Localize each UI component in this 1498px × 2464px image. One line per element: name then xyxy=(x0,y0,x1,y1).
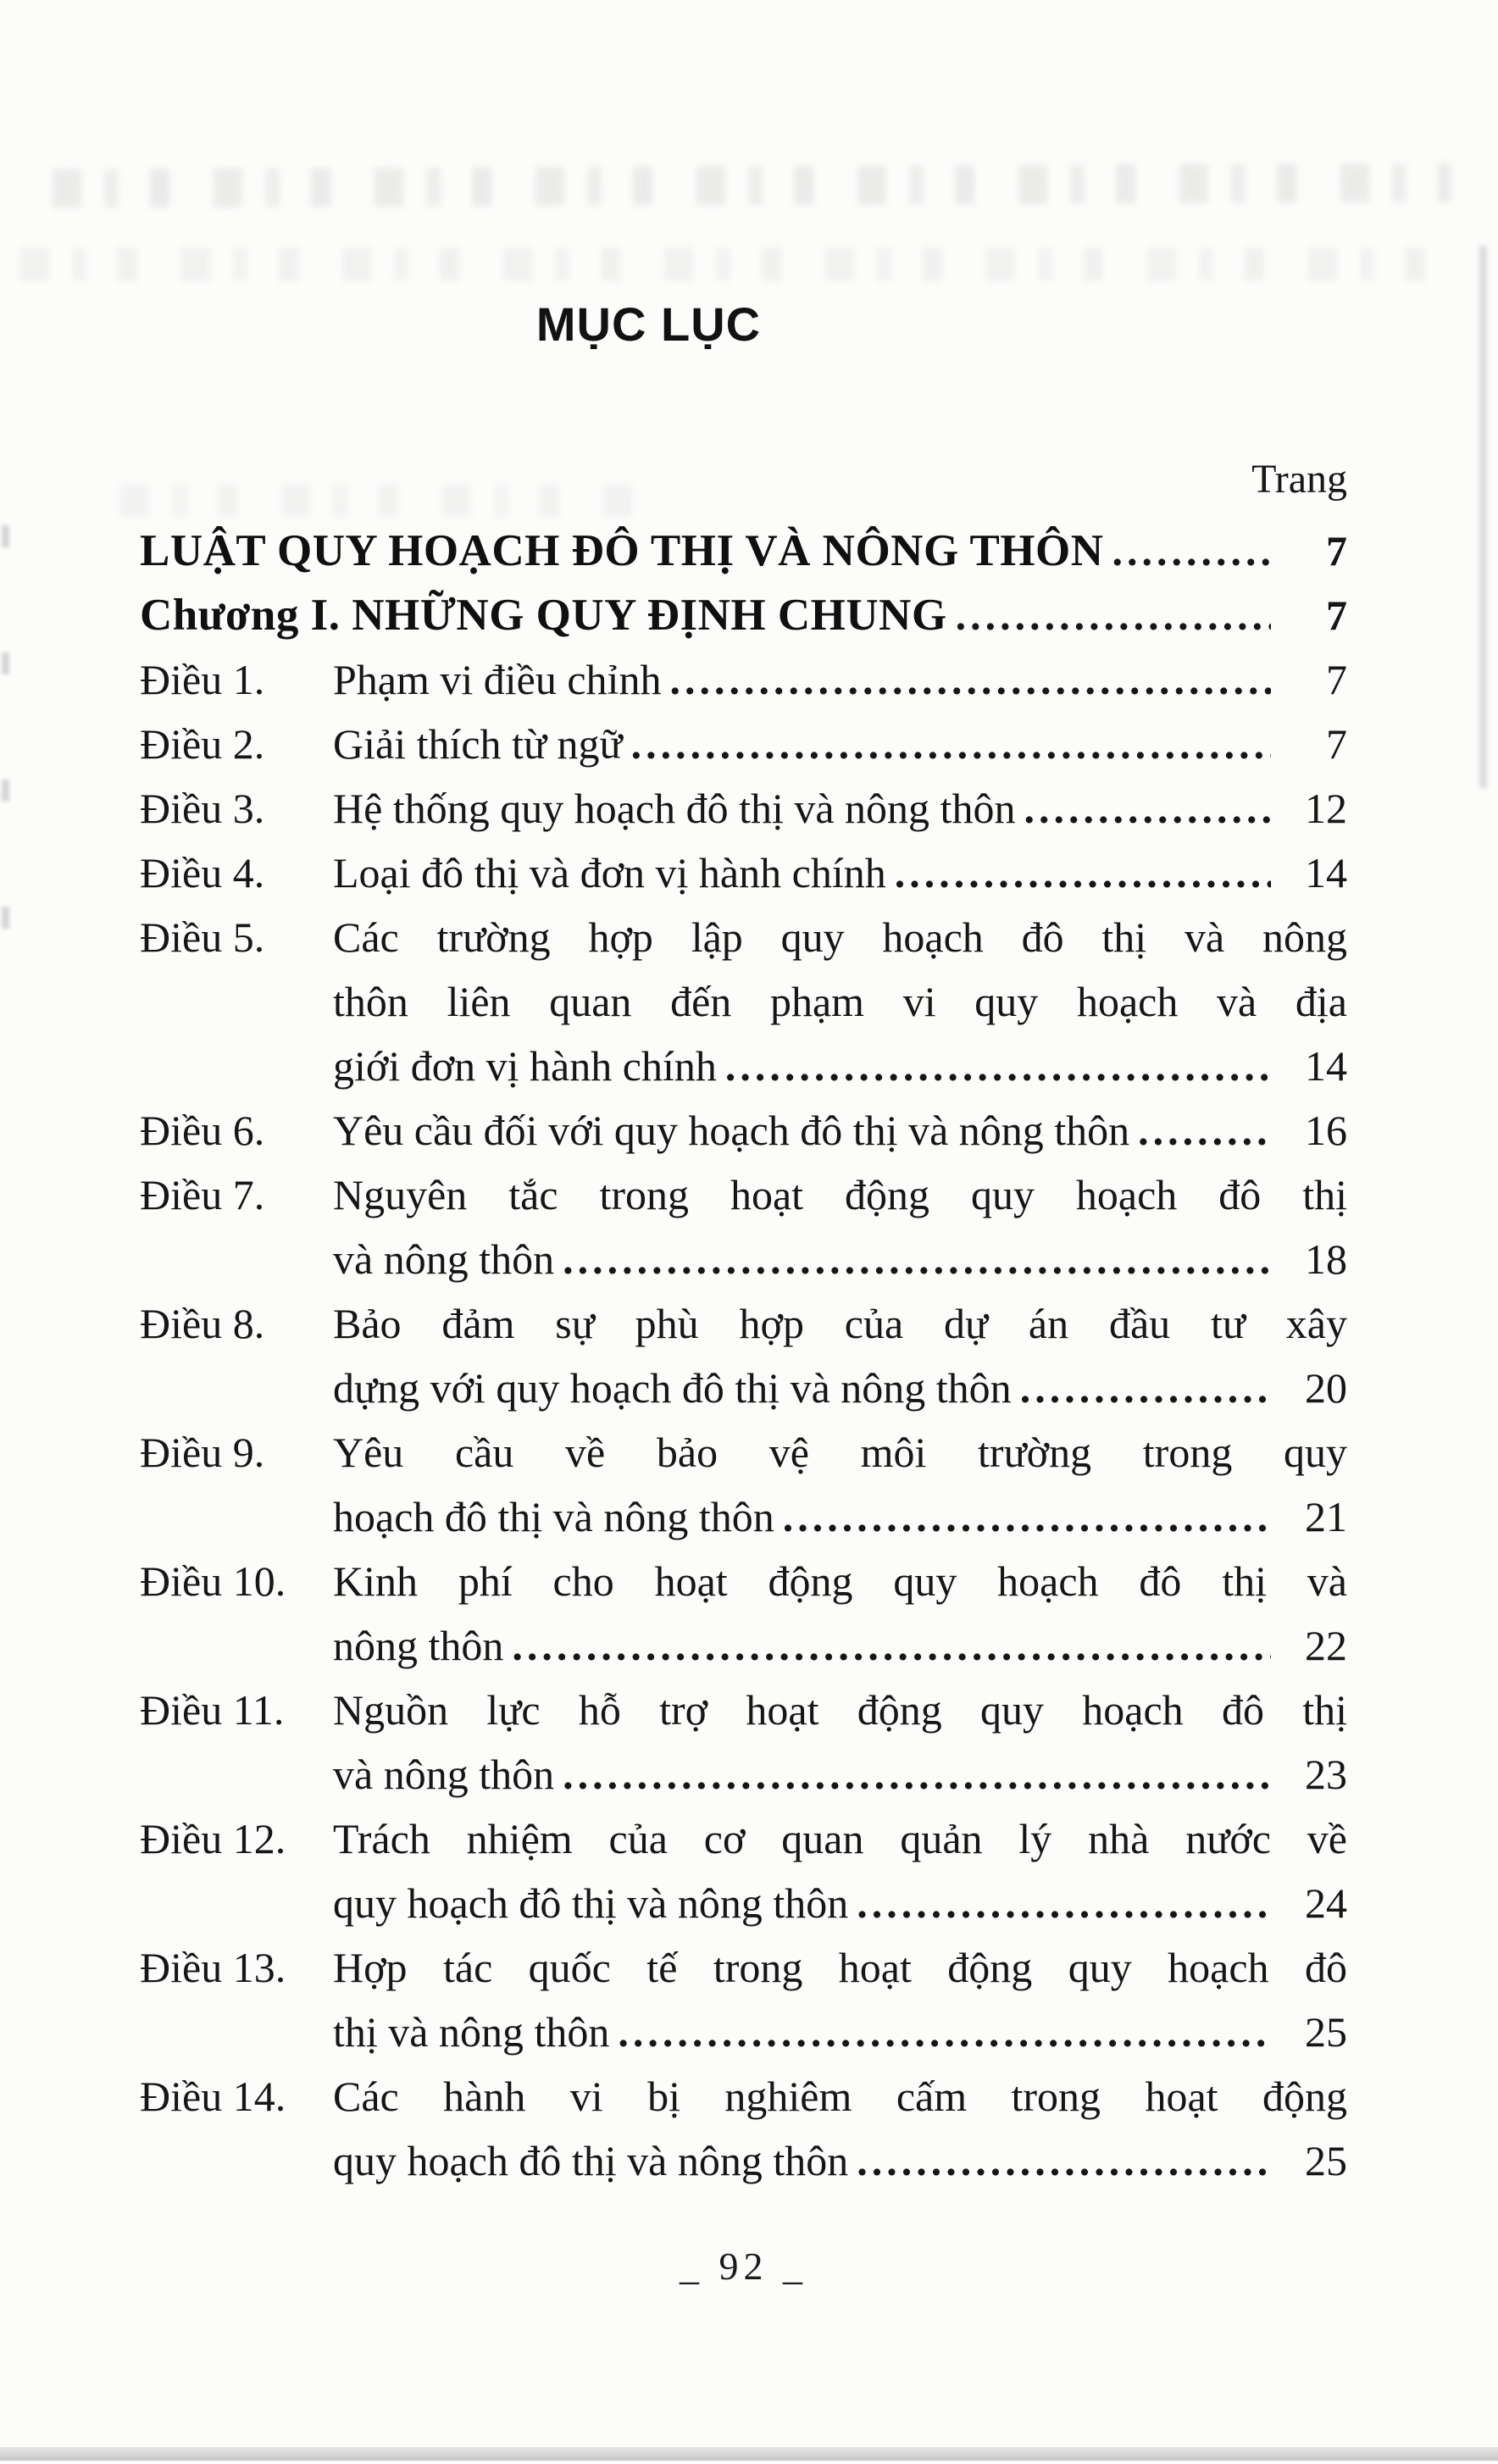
entry-text: thị và nông thôn xyxy=(333,2008,610,2056)
toc-entry-line xyxy=(140,1227,1347,1291)
page-number: 7 xyxy=(1326,527,1347,574)
page-title: MỤC LỤC xyxy=(535,297,762,351)
toc-entry-line xyxy=(140,776,1347,841)
dot-leader xyxy=(1020,1356,1271,1420)
toc-entry-line xyxy=(140,1098,1347,1163)
entry-label: Điều 1. xyxy=(140,656,265,703)
toc-entry-line xyxy=(140,905,1347,969)
toc-heading-row xyxy=(140,519,1347,583)
entry-label: Điều 10. xyxy=(140,1557,286,1605)
toc-entry-line xyxy=(140,2000,1347,2064)
page-number: 24 xyxy=(1305,1879,1347,1927)
entry-text: Yêu cầu đối với quy hoạch đô thị và nông thôn xyxy=(333,1107,1130,1154)
toc-entry-line xyxy=(140,1356,1347,1420)
page-number: 25 xyxy=(1305,2137,1347,2184)
toc-entry-line xyxy=(140,1420,1347,1485)
entry-text: quy hoạch đô thị và nông thôn xyxy=(333,2137,849,2184)
entry-text: giới đơn vị hành chính xyxy=(333,1042,717,1090)
page-number: 7 xyxy=(1326,591,1347,639)
toc-entry-line xyxy=(140,2128,1347,2193)
dot-leader xyxy=(631,712,1271,776)
entry-text: Phạm vi điều chỉnh xyxy=(333,656,662,703)
show-through-smudge xyxy=(53,163,1451,208)
toc-entry-line xyxy=(140,1935,1347,2000)
toc-entry-line xyxy=(140,647,1347,712)
entry-text: Nguồn lực hỗ trợ hoạt động quy hoạch đô thị xyxy=(333,1686,1347,1734)
entry-text: Hợp tác quốc tế trong hoạt động quy hoạch đô xyxy=(333,1944,1347,1991)
entry-label: Điều 4. xyxy=(140,849,265,896)
page-number: 23 xyxy=(1305,1751,1347,1798)
dot-leader xyxy=(563,1227,1271,1291)
entry-text: và nông thôn xyxy=(333,1235,555,1283)
scan-edge-streak xyxy=(1479,246,1487,788)
entry-text: thôn liên quan đến phạm vi quy hoạch và địa xyxy=(333,978,1347,1025)
entry-text: Loại đô thị và đơn vị hành chính xyxy=(333,849,886,896)
toc-entry-line xyxy=(140,1549,1347,1613)
toc-entry-line xyxy=(140,969,1347,1034)
toc-entry-line xyxy=(140,1742,1347,1806)
entry-label: Điều 14. xyxy=(140,2073,286,2120)
entry-text: Hệ thống quy hoạch đô thị và nông thôn xyxy=(333,785,1016,832)
toc-entry-line xyxy=(140,1163,1347,1227)
footer-page-number: _ 92 _ xyxy=(680,2245,807,2288)
page-number: 7 xyxy=(1326,656,1347,703)
toc-entry-line xyxy=(140,1678,1347,1742)
entry-text: Yêu cầu về bảo vệ môi trường trong quy xyxy=(333,1429,1347,1476)
entry-text: dựng với quy hoạch đô thị và nông thôn xyxy=(333,1364,1012,1412)
scan-edge-specks xyxy=(2,525,9,983)
toc-entry-line xyxy=(140,712,1347,776)
scan-edge-artifact xyxy=(0,2447,1498,2461)
toc-entry-line xyxy=(140,1871,1347,1935)
page-number: 21 xyxy=(1305,1493,1347,1540)
heading-text: LUẬT QUY HOẠCH ĐÔ THỊ VÀ NÔNG THÔN xyxy=(140,526,1104,575)
dot-leader xyxy=(857,2128,1271,2193)
entry-text: Kinh phí cho hoạt động quy hoạch đô thị và xyxy=(333,1557,1347,1605)
dot-leader xyxy=(512,1613,1271,1678)
toc-entry-line xyxy=(140,841,1347,905)
entry-label: Điều 7. xyxy=(140,1171,265,1218)
entry-text: Bảo đảm sự phù hợp của dự án đầu tư xây xyxy=(333,1300,1347,1347)
dot-leader xyxy=(1024,776,1271,841)
toc-entry-line xyxy=(140,1291,1347,1356)
page-number: 20 xyxy=(1305,1364,1347,1412)
entry-text: nông thôn xyxy=(333,1622,504,1669)
entry-label: Điều 2. xyxy=(140,720,265,768)
toc-entry-line xyxy=(140,1485,1347,1549)
entry-label: Điều 9. xyxy=(140,1429,265,1476)
page-number: 14 xyxy=(1305,849,1347,896)
page-number: 25 xyxy=(1305,2008,1347,2056)
entry-text: Nguyên tắc trong hoạt động quy hoạch đô thị xyxy=(333,1171,1347,1218)
entry-text: Giải thích từ ngữ xyxy=(333,720,623,768)
toc-entry-line xyxy=(140,1613,1347,1678)
heading-text: Chương I. NHỮNG QUY ĐỊNH CHUNG xyxy=(140,591,947,640)
entry-label: Điều 13. xyxy=(140,1944,286,1991)
dot-leader xyxy=(1138,1098,1271,1163)
dot-leader xyxy=(563,1742,1271,1806)
entry-text: Các trường hợp lập quy hoạch đô thị và nông xyxy=(333,913,1347,961)
dot-leader xyxy=(725,1034,1271,1098)
dot-leader xyxy=(618,2000,1271,2064)
toc-heading-row xyxy=(140,583,1347,647)
entry-text: và nông thôn xyxy=(333,1751,555,1798)
entry-label: Điều 6. xyxy=(140,1107,265,1154)
page-number: 22 xyxy=(1305,1622,1347,1669)
entry-label: Điều 5. xyxy=(140,913,265,961)
entry-label: Điều 8. xyxy=(140,1300,265,1347)
entry-label: Điều 11. xyxy=(140,1686,285,1734)
entry-text: Trách nhiệm của cơ quan quản lý nhà nước về xyxy=(333,1815,1347,1862)
page-number: 14 xyxy=(1305,1042,1347,1090)
dot-leader xyxy=(783,1485,1271,1549)
dot-leader xyxy=(895,841,1271,905)
page-number: 12 xyxy=(1305,785,1347,832)
dot-leader xyxy=(669,647,1271,712)
page-number: 16 xyxy=(1305,1107,1347,1154)
entry-label: Điều 3. xyxy=(140,785,265,832)
dot-leader xyxy=(956,583,1271,647)
entry-text: quy hoạch đô thị và nông thôn xyxy=(333,1879,849,1927)
dot-leader xyxy=(1112,519,1271,583)
show-through-smudge xyxy=(20,247,1461,281)
toc-entry-line xyxy=(140,1034,1347,1098)
page-column-header: Trang xyxy=(1251,457,1347,502)
toc-entry-line xyxy=(140,2064,1347,2128)
table-of-contents xyxy=(140,519,1347,2193)
dot-leader xyxy=(857,1871,1271,1935)
toc-entry-line xyxy=(140,1806,1347,1871)
page-number: 18 xyxy=(1305,1235,1347,1283)
entry-text: hoạch đô thị và nông thôn xyxy=(333,1493,774,1540)
page-number: 7 xyxy=(1326,720,1347,768)
entry-label: Điều 12. xyxy=(140,1815,286,1862)
entry-text: Các hành vi bị nghiêm cấm trong hoạt động xyxy=(333,2073,1347,2120)
